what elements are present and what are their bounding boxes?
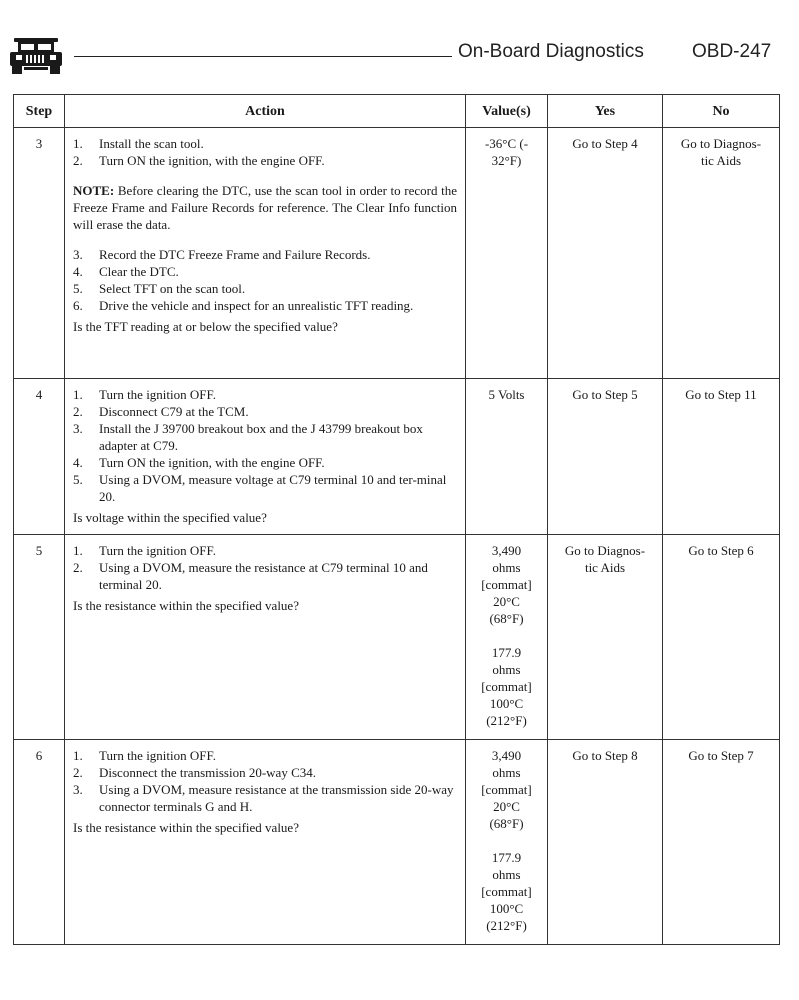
action-list <box>73 246 457 314</box>
item-text: Clear the DTC. <box>99 264 179 279</box>
list-item <box>73 246 457 263</box>
value-line: [commat] <box>481 679 532 694</box>
item-number: 2. <box>73 404 83 419</box>
item-text: Drive the vehicle and inspect for an unrealistic TFT reading. <box>99 298 414 313</box>
value-block <box>470 644 543 729</box>
question: Is the TFT reading at or below the specified value? <box>73 319 338 334</box>
yes-line: tic Aids <box>584 560 626 575</box>
item-text: Using a DVOM, measure resistance at the transmission side 20-way connector terminals G and H. <box>99 782 454 814</box>
item-text: Record the DTC Freeze Frame and Failure Records. <box>99 247 371 262</box>
item-number: 2. <box>73 765 83 780</box>
column-header-values: Value(s) <box>466 95 548 128</box>
no-line: Go to Step 11 <box>685 387 757 402</box>
list-item <box>73 542 457 559</box>
values-cell <box>466 128 548 379</box>
section-title: On-Board Diagnostics <box>458 41 644 62</box>
list-item <box>73 559 457 593</box>
action-cell <box>65 740 466 945</box>
item-text: Turn ON the ignition, with the engine OFF. <box>99 153 325 168</box>
value-line: [commat] <box>481 577 532 592</box>
list-item <box>73 135 457 152</box>
yes-cell <box>548 535 663 740</box>
item-text: Using a DVOM, measure voltage at C79 terminal 10 and ter-minal 20. <box>99 472 447 504</box>
value-block <box>470 747 543 832</box>
value-line: ohms <box>492 560 521 575</box>
column-header-action: Action <box>65 95 466 128</box>
item-number: 3. <box>73 782 83 797</box>
item-number: 2. <box>73 153 83 168</box>
table-row <box>14 740 780 945</box>
action-list <box>73 135 457 169</box>
item-number: 3. <box>73 421 83 436</box>
list-item <box>73 420 457 454</box>
yes-line: Go to Step 4 <box>572 136 638 151</box>
value-line: 5 Volts <box>488 387 525 402</box>
step-number: 3 <box>14 128 65 379</box>
header-rule <box>74 56 452 57</box>
no-line: Go to Step 6 <box>688 543 754 558</box>
no-line: tic Aids <box>700 153 742 168</box>
item-text: Install the J 39700 breakout box and the J 43799 breakout box adapter at C79. <box>99 421 423 453</box>
value-line: ohms <box>492 765 521 780</box>
list-item <box>73 454 457 471</box>
value-line: [commat] <box>481 782 532 797</box>
table-header-row <box>14 95 780 128</box>
value-line: -36°C (- <box>484 136 529 151</box>
value-line: 177.9 <box>491 850 522 865</box>
truck-front-icon <box>8 36 64 76</box>
question: Is the resistance within the specified value? <box>73 598 299 613</box>
list-item <box>73 386 457 403</box>
action-list <box>73 386 457 505</box>
item-number: 1. <box>73 748 83 763</box>
no-line: Go to Step 7 <box>688 748 754 763</box>
yes-line: Go to Diagnos- <box>564 543 646 558</box>
step-number: 4 <box>14 379 65 535</box>
item-text: Turn ON the ignition, with the engine OFF. <box>99 455 325 470</box>
value-line: 3,490 <box>491 748 522 763</box>
diagnostic-table <box>13 94 780 945</box>
item-number: 1. <box>73 387 83 402</box>
action-cell <box>65 535 466 740</box>
value-block <box>470 135 543 169</box>
value-line: 177.9 <box>491 645 522 660</box>
list-item <box>73 403 457 420</box>
value-line: 100°C <box>489 696 524 711</box>
value-line: [commat] <box>481 884 532 899</box>
item-number: 4. <box>73 264 83 279</box>
value-line: (68°F) <box>489 816 524 831</box>
action-list <box>73 747 457 815</box>
value-line: ohms <box>492 662 521 677</box>
no-line: Go to Diagnos- <box>680 136 762 151</box>
item-text: Turn the ignition OFF. <box>99 387 216 402</box>
value-block <box>470 849 543 934</box>
item-number: 1. <box>73 543 83 558</box>
no-cell <box>663 535 780 740</box>
item-number: 6. <box>73 298 83 313</box>
yes-line: Go to Step 5 <box>572 387 638 402</box>
value-line: (68°F) <box>489 611 524 626</box>
step-number: 5 <box>14 535 65 740</box>
list-item <box>73 764 457 781</box>
item-text: Select TFT on the scan tool. <box>99 281 246 296</box>
value-line: 3,490 <box>491 543 522 558</box>
action-cell <box>65 128 466 379</box>
item-text: Turn the ignition OFF. <box>99 748 216 763</box>
question: Is voltage within the specified value? <box>73 510 267 525</box>
value-line: 20°C <box>493 799 520 814</box>
list-item <box>73 263 457 280</box>
value-line: 20°C <box>493 594 520 609</box>
column-header-yes: Yes <box>548 95 663 128</box>
list-item <box>73 297 457 314</box>
item-number: 4. <box>73 455 83 470</box>
column-header-no: No <box>663 95 780 128</box>
list-item <box>73 781 457 815</box>
item-number: 1. <box>73 136 83 151</box>
no-cell <box>663 379 780 535</box>
values-cell <box>466 379 548 535</box>
yes-cell <box>548 128 663 379</box>
item-number: 3. <box>73 247 83 262</box>
value-line: 32°F) <box>491 153 522 168</box>
action-list <box>73 542 457 593</box>
step-number: 6 <box>14 740 65 945</box>
values-cell <box>466 740 548 945</box>
note-text: Before clearing the DTC, use the scan tool in order to record the Freeze Frame and Failure Records for reference. The Clear Info function will erase the data. <box>73 183 457 232</box>
list-item <box>73 471 457 505</box>
value-line: 100°C <box>489 901 524 916</box>
page-header <box>8 36 780 78</box>
values-cell <box>466 535 548 740</box>
note <box>73 182 457 233</box>
list-item <box>73 747 457 764</box>
item-text: Turn the ignition OFF. <box>99 543 216 558</box>
item-text: Disconnect the transmission 20-way C34. <box>99 765 316 780</box>
value-block <box>470 542 543 627</box>
list-item <box>73 280 457 297</box>
value-line: (212°F) <box>486 918 527 933</box>
item-number: 5. <box>73 472 83 487</box>
value-line: (212°F) <box>486 713 527 728</box>
column-header-step: Step <box>14 95 65 128</box>
list-item <box>73 152 457 169</box>
yes-cell <box>548 379 663 535</box>
item-text: Install the scan tool. <box>99 136 204 151</box>
yes-line: Go to Step 8 <box>572 748 638 763</box>
item-number: 2. <box>73 560 83 575</box>
table-row <box>14 128 780 379</box>
note-label: NOTE: <box>73 183 115 198</box>
item-text: Disconnect C79 at the TCM. <box>99 404 249 419</box>
value-line: ohms <box>492 867 521 882</box>
item-text: Using a DVOM, measure the resistance at C79 terminal 10 and terminal 20. <box>99 560 428 592</box>
no-cell <box>663 740 780 945</box>
table-row <box>14 535 780 740</box>
page-number: OBD-247 <box>692 41 772 62</box>
table-row <box>14 379 780 535</box>
yes-cell <box>548 740 663 945</box>
no-cell <box>663 128 780 379</box>
value-block <box>470 386 543 403</box>
item-number: 5. <box>73 281 83 296</box>
action-cell <box>65 379 466 535</box>
question: Is the resistance within the specified value? <box>73 820 299 835</box>
